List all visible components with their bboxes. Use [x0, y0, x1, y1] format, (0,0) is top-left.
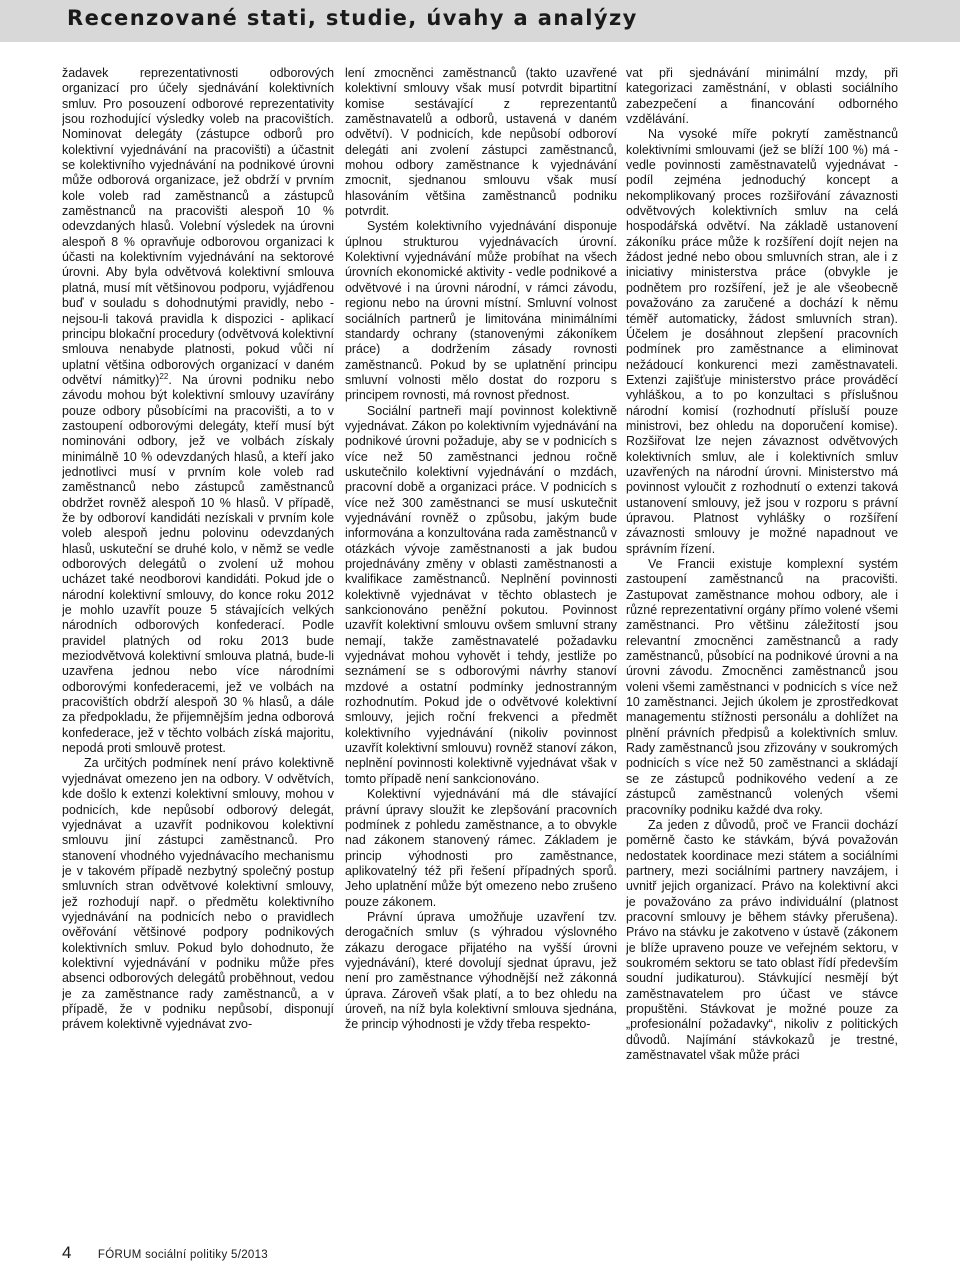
- paragraph: Kolektivní vyjednávání má dle stávající právní úpravy sloužit ke zlepšování pracovních podmínek z pohledu zaměstnance, a to obvykle nad zákonem stanovený rámec. Základem je princip výhodnosti pro zaměstnance, aplikovatelný též při řešení případných sporů. Jeho uplatnění může být omezeno nebo zrušeno pouze zákonem.: [345, 787, 617, 909]
- paragraph: Systém kolektivního vyjednávání disponuje úplnou strukturou vyjednávacích úrovní. Kolektivní vyjednávání může probíhat na všech úrovních ekonomické aktivity - vedle podnikové a odvětvové i na úrovni národní, v rámci závodu, regionu nebo na úrovni místní. Smluvní volnost sociálních partnerů je limitována minimálními standardy ochrany (stanovenými zákoníkem práce) a dodržením zásady rovnosti zaměstnanců. Pokud by se uplatnění principu smluvní volnosti mělo dostat do rozporu s principem rovnosti, má rovnost přednost.: [345, 219, 617, 403]
- paragraph: Za jeden z důvodů, proč ve Francii dochází poměrně často ke stávkám, bývá považován nedostatek koordinace mezi státem a sociálními partnery, mezi sociálními partnery navzájem, i uvnitř jejich organizací. Právo na kolektivní akci je považováno za právo individuální (platnost pracovní smlouvy je během stávky přerušena). Právo na stávku je zakotveno v ústavě (zákonem je blíže upraveno pouze ve veřejném sektoru, v soukromém sektoru se tato oblast řídí především soudní judikaturou). Stávkující nesmějí být zaměstnavatelem pro účast ve stávce propuštěni. Stávkovat je možné pouze za „profesionální požadavky“, nikoliv z politických důvodů. Najímání stávkokazů je trestné, zaměstnavatel však může práci: [626, 817, 898, 1062]
- footnote-ref[interactable]: 22: [159, 371, 169, 381]
- page-footer: [62, 1243, 268, 1263]
- text-column-3: [626, 66, 898, 1216]
- journal-name: FÓRUM sociální politiky 5/2013: [97, 1249, 268, 1261]
- paragraph: Ve Francii existuje komplexní systém zastoupení zaměstnanců na pracovišti. Zastupovat zaměstnance mohou odbory, ale i různé reprezentativní orgány přímo volené všemi zaměstnanci. Pro většinu záležitostí jsou relevantní zmocněnci zaměstnanců a rady zaměstnanců, působící na podnikové úrovni a na úrovni závodu. Zmocněnci zaměstnanců jsou voleni všemi zaměstnanci v podnicích s více než 10 zaměstnanci. Jejich úkolem je zprostředkovat managementu stížnosti personálu a dohlížet na plnění právních předpisů a kolektivních smluv. Rady zaměstnanců jsou zřizovány v soukromých podnicích s více než 50 zaměstnanci a skládají se ze zástupců podnikového vedení a ze zástupců zaměstnanců volených všemi pracovníky podniku každé dva roky.: [626, 557, 898, 817]
- section-title: Recenzované stati, studie, úvahy a analýzy: [67, 6, 638, 30]
- paragraph: vat při sjednávání minimální mzdy, při kategorizaci zaměstnání, v oblasti sociálního zabezpečení a financování odborného vzdělávání.: [626, 66, 898, 127]
- paragraph: Právní úprava umožňuje uzavření tzv. derogačních smluv (s výhradou výslovného zákazu derogace přijatého na vyšší úrovni vyjednávání), které dovolují sjednat úpravu, jež není pro zaměstnance výhodnější než zákonná úprava. Zároveň však platí, a to bez ohledu na úroveň, na níž byla kolektivní smlouva sjednána, že princip výhodnosti je vždy třeba respekto-: [345, 909, 617, 1032]
- paragraph: lení zmocněnci zaměstnanců (takto uzavřené kolektivní smlouvy však musí potvrdit bipartitní komise sestávající z reprezentantů zaměstnavatelů a odborů, ustavená v daném odvětví). V podnicích, kde nepůsobí odboroví delegáti ani zvolení zástupci zaměstnanců, mohou odbory zaměstnance k vyjednávání zmocnit, sjednanou smlouvu však musí hlasováním většina zaměstnanců podniku potvrdit.: [345, 66, 617, 219]
- paragraph: Na vysoké míře pokrytí zaměstnanců kolektivními smlouvami (jež se blíží 100 %) má - vedle povinnosti zaměstnavatelů vyjednávat - podíl zejména jednoduchý koncept a nekomplikovaný proces rozšiřování závaznosti odvětvových kolektivních smluv na celá hospodářská odvětví. Na základě ustanovení zákoníku práce může k rozšíření dojít nejen na žádost jedné nebo obou smluvních stran, ale i z iniciativy ministerstva práce (obvykle je podnětem pro rozšíření, jež je ale všeobecně považováno za zaručené a dochází k němu téměř automaticky, žádost smluvních stran). Účelem je dosáhnout zlepšení pracovních podmínek pro zaměstnance a eliminovat nežádoucí konkurenci mezi zaměstnavateli. Extenzi zajišťuje ministerstvo práce prováděcí vyhláškou, a to po konzultaci s příslušnou národní komisí (rozhodnutí přísluší pouze ministrovi, bez ohledu na doporučení komise). Rozšiřovat lze nejen závaznost odvětvových kolektivních smluv, ale i kolektivních smluv uzavřených na národní úrovni. Ministerstvo má povinnost vyloučit z rozhodnutí o extenzi taková ustanovení smlouvy, jež jsou v rozporu s právní úpravou. Platnost vyhlášky o rozšíření závaznosti smlouvy je možné napadnout ve správním řízení.: [626, 127, 898, 556]
- page-number: 4: [62, 1243, 72, 1262]
- paragraph: žadavek reprezentativnosti odborových organizací pro účely sjednávání kolektivních smluv. Pro posouzení odborové reprezentativity jsou rozhodující výsledky voleb na pracovištích. Nominovat delegáty (zástupce odborů pro kolektivní vyjednávání na pracovišti) a účastnit se kolektivního vyjednávání na podnikové úrovni může odborová organizace, jež obdrží v prvním kole voleb rad zaměstnanců a zástupců zaměstnanců na pracovišti alespoň 10 % odevzdaných hlasů. Volební výsledek na úrovni alespoň 8 % opravňuje odborovou organizaci k účasti na kolektivním vyjednávání na sektorové úrovni. Aby byla odvětvová kolektivní smlouva platná, musí mít většinovou podporu, vyjádřenou buď v souladu s dohodnutými pravidly, nebo - nejsou-li taková pravidla k dispozici - aplikací principu blokační procedury (odvětvová kolektivní smlouva nenabyde platnosti, pokud vůči ní uplatní většina odborových organizací v daném odvětví námitky)$^{22}$. Na úrovni podniku nebo závodu mohou být kolektivní smlouvy uzavírány pouze odbory působícími na pracovišti, a to v zastoupení odborovými delegáty, kteří musí být nominováni odbory, jež ve volbách získaly minimálně 10 % odevzdaných hlasů, a kteří jako jednotlivci musí v prvním kole voleb rad zaměstnanců nebo zástupců zaměstnanců obdržet rovněž alespoň 10 % hlasů. V případě, že by odboroví kandidáti nezískali v prvním kole voleb alespoň jednu polovinu odevzdaných hlasů, uskuteční se druhé kolo, v němž se vedle odborových delegátů o zvolení už mohou ucházet také neodborovi kandidáti. Pokud jde o národní kolektivní smlouvy, do konce roku 2012 je mohlo uzavřít pouze 5 stávajících velkých národních odborových konfederací. Podle pravidel platných od roku 2013 bude meziodvětvová kolektivní smlouva platná, bude-li uzavřena jednou nebo více národními odborovými konfederacemi, jež ve volbách na pracovištích obdrží alespoň 30 % hlasů, a dále za předpokladu, že přijemnějším jedna odborová konfederace, jež v těchto volbách získá majoritu, nepodá proti smlouvě protest.: [62, 66, 334, 756]
- text-column-1: [62, 66, 334, 1216]
- paragraph: Sociální partneři mají povinnost kolektivně vyjednávat. Zákon po kolektivním vyjednávání na podnikové úrovni požaduje, aby se v podnicích s více než 50 zaměstnanci jednou ročně uskutečnilo kolektivní vyjednávání o mzdách, pracovní době a organizaci práce. V podnicích s více než 300 zaměstnanci se musí uskutečnit vyjednávání rovněž o způsobu, jakým bude informována a konzultována rada zaměstnanců v otázkách vývoje zaměstnanosti a jak budou projednávány změny v oblasti zaměstnanosti a kvalifikace zaměstnanců. Neplnění povinnosti kolektivně vyjednávat v těchto oblastech je sankcionováno peněžní pokutou. Povinnost uzavřít kolektivní smlouvu ovšem smluvní strany nemají, takže zaměstnavatelé požadavku vyjednávat mohou vyhovět i tehdy, jestliže po seznámení se s odborovými návrhy stanoví mzdové a ostatní podmínky jednostranným rozhodnutím. Pokud jde o odvětvové kolektivní smlouvy, jejich roční frekvenci a předmět kolektivního vyjednávání (nikoliv povinnost uzavřít kolektivní smlouvu) rovněž stanoví zákon, neplnění povinnosti kolektivně vyjednávat však v tomto případě není sankcionováno.: [345, 403, 617, 786]
- paragraph: Za určitých podmínek není právo kolektivně vyjednávat omezeno jen na odbory. V odvětvích, kde došlo k extenzi kolektivní smlouvy, mohou v podnicích, kde nepůsobí odborový delegát, vyjednávat a uzavřít podnikovou kolektivní smlouvu jiní zástupci zaměstnanců. Pro stanovení vhodného vyjednávacího mechanismu je v takovém případě nezbytný společný postup smluvních stran odvětvové kolektivní smlouvy, jež rozhodují např. o předmětu kolektivního vyjednávání na podnicích nebo o pravidlech ověřování většinové podpory podnikových kolektivních smluv. Pokud bylo dohodnuto, že kolektivní vyjednávání v podniku může přes absenci odborových delegátů proběhnout, vedou je za zaměstnance rady zaměstnanců, a v případě, že v podniku nepůsobí, disponují právem kolektivně vyjednávat zvo-: [62, 756, 334, 1032]
- text-column-2: [345, 66, 617, 1216]
